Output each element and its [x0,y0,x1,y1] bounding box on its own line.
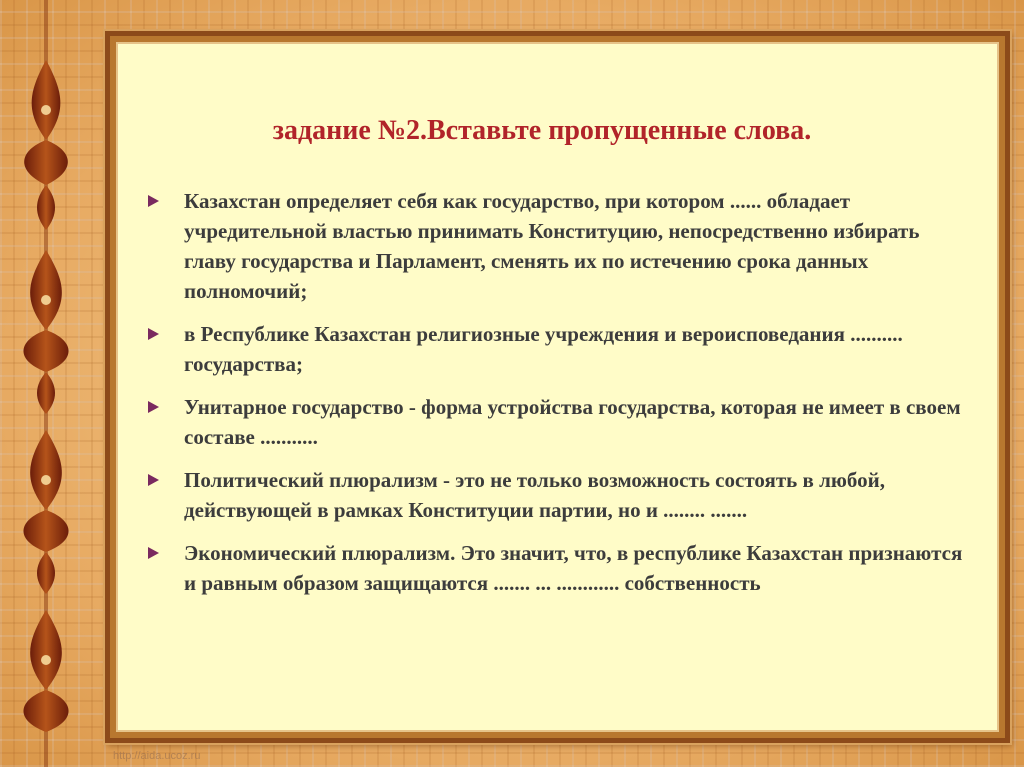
list-item [145,186,970,306]
list-item [145,538,970,598]
watermark-url: http://aida.ucoz.ru [113,750,201,762]
triangle-right-icon [148,401,159,413]
bullet-text: Унитарное государство - форма устройства государства, которая не имеет в своем составе ........... [184,395,961,449]
slide-title: задание №2.Вставьте пропущенные слова. [272,115,812,146]
bullet-text: Политический плюрализм - это не только возможность состоять в любой, действующей в рамках Конституции партии, но и ........ ....... [184,468,885,522]
list-item [145,392,970,452]
triangle-right-icon [148,474,159,486]
bullet-text: Экономический плюрализм. Это значит, что, в республике Казахстан признаются и равным образом защищаются ....... ... ............ собственность [184,541,963,595]
bullet-text: Казахстан определяет себя как государство, при котором ...... обладает учредительной властью принимать Конституцию, непосредственно избирать главу государства и Парламент, сменять их по истечению срока данных полномочий; [184,189,920,303]
bullet-list [145,186,970,611]
bullet-text: в Республике Казахстан религиозные учреждения и вероисповедания .......... государства; [184,322,903,376]
triangle-right-icon [148,547,159,559]
triangle-right-icon [148,195,159,207]
list-item [145,465,970,525]
list-item [145,319,970,379]
triangle-right-icon [148,328,159,340]
